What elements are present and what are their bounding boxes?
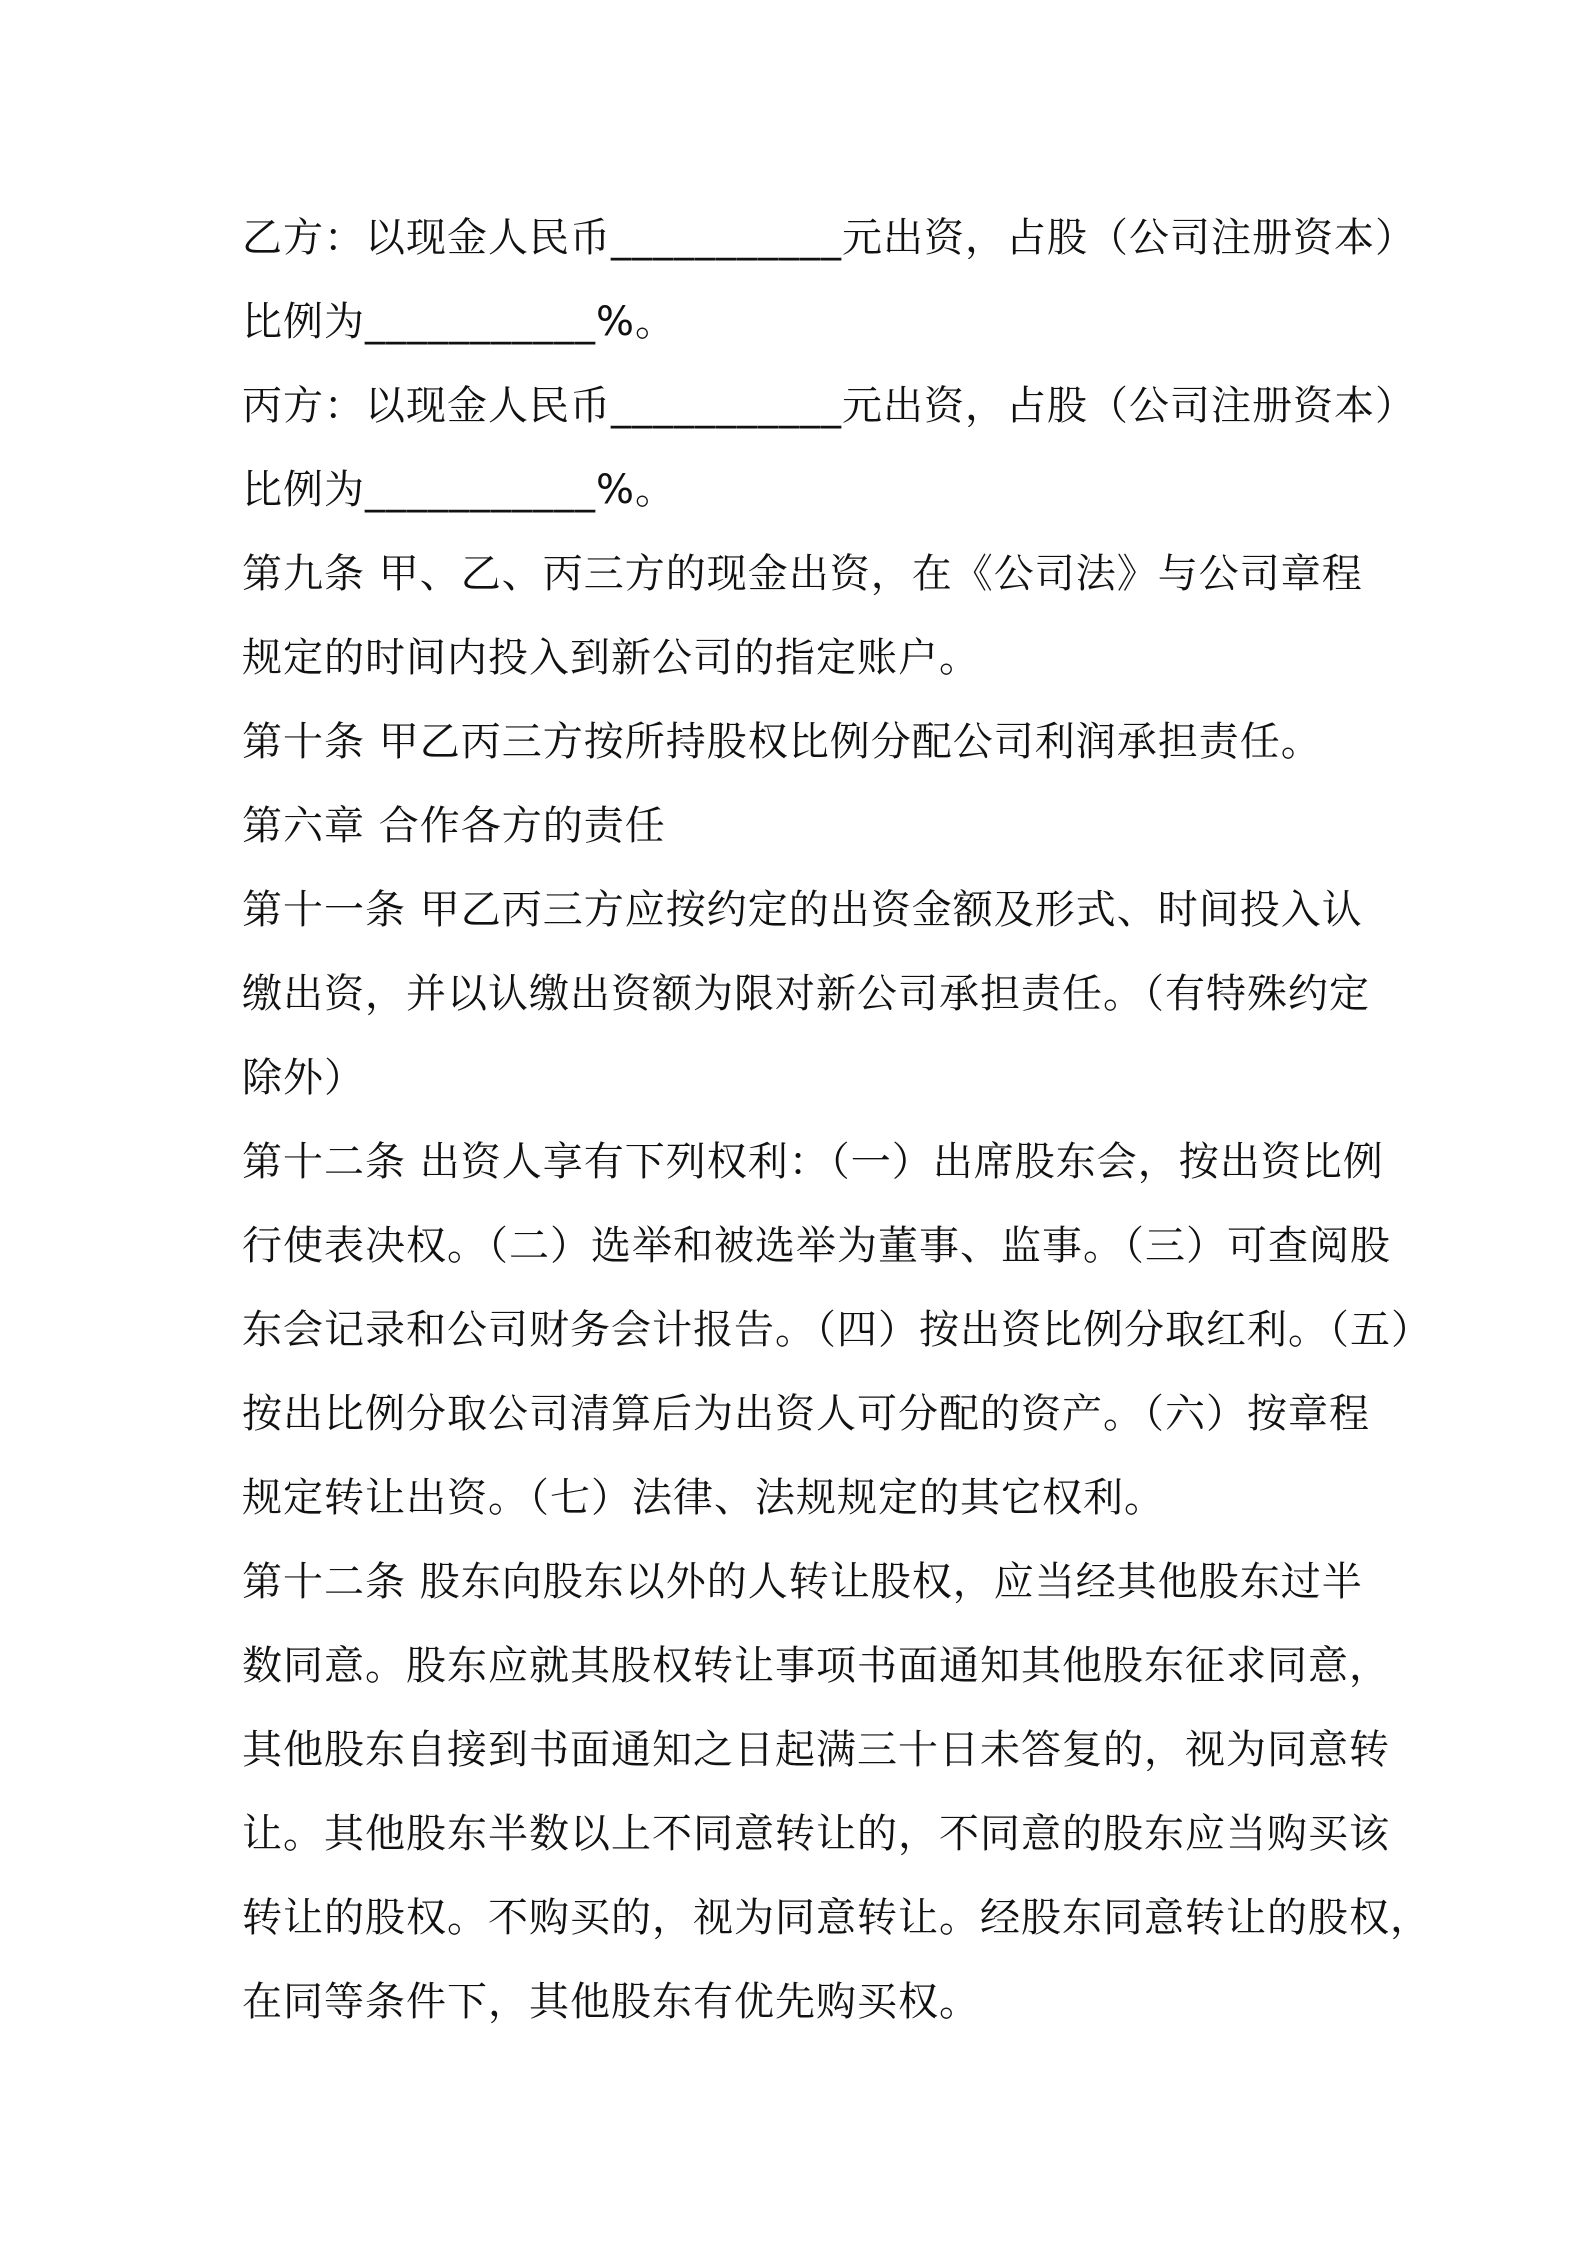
article-12-rights <box>242 1120 1432 1540</box>
text-line: 数同意。股东应就其股权转让事项书面通知其他股东征求同意， <box>242 1643 1390 1689</box>
text-line: 行使表决权。（二）选举和被选举为董事、监事。（三）可查阅股 <box>242 1223 1391 1269</box>
text-line: 东会记录和公司财务会计报告。（四）按出资比例分取红利。（五） <box>242 1307 1432 1353</box>
text-line: 其他股东自接到书面通知之日起满三十日未答复的，视为同意转 <box>242 1727 1390 1773</box>
text-line: 按出比例分取公司清算后为出资人可分配的资产。（六）按章程 <box>242 1391 1370 1437</box>
text-line: 在同等条件下，其他股东有优先购买权。 <box>242 1979 980 2025</box>
text-line: 第十条 甲乙丙三方按所持股权比例分配公司利润承担责任。 <box>242 719 1322 765</box>
text-line: 第十二条 股东向股东以外的人转让股权，应当经其他股东过半 <box>242 1559 1363 1605</box>
text-line: 比例为___________%。 <box>242 299 677 345</box>
article-10 <box>242 700 1352 784</box>
document-body <box>242 196 1432 2044</box>
text-line: 让。其他股东半数以上不同意转让的，不同意的股东应当购买该 <box>242 1811 1390 1857</box>
clause-party-b-contribution <box>242 196 1416 364</box>
text-line: 转让的股权。不购买的，视为同意转让。经股东同意转让的股权， <box>242 1895 1431 1941</box>
text-line: 第六章 合作各方的责任 <box>242 803 666 849</box>
chapter-6-heading <box>242 784 1352 868</box>
text-line: 乙方：以现金人民币___________元出资，占股（公司注册资本） <box>242 215 1416 261</box>
text-line: 第十一条 甲乙丙三方应按约定的出资金额及形式、时间投入认 <box>242 887 1363 933</box>
text-line: 第九条 甲、乙、丙三方的现金出资，在《公司法》与公司章程 <box>242 551 1363 597</box>
text-line: 规定的时间内投入到新公司的指定账户。 <box>242 635 980 681</box>
clause-party-c-contribution <box>242 364 1416 532</box>
article-12-transfer <box>242 1540 1431 2044</box>
text-line: 除外） <box>242 1055 365 1101</box>
text-line: 第十二条 出资人享有下列权利：（一）出席股东会，按出资比例 <box>242 1139 1384 1185</box>
text-line: 缴出资，并以认缴出资额为限对新公司承担责任。（有特殊约定 <box>242 971 1370 1017</box>
text-line: 规定转让出资。（七）法律、法规规定的其它权利。 <box>242 1475 1165 1521</box>
text-line: 比例为___________%。 <box>242 467 677 513</box>
article-9 <box>242 532 1363 700</box>
article-11 <box>242 868 1370 1120</box>
text-line: 丙方：以现金人民币___________元出资，占股（公司注册资本） <box>242 383 1416 429</box>
